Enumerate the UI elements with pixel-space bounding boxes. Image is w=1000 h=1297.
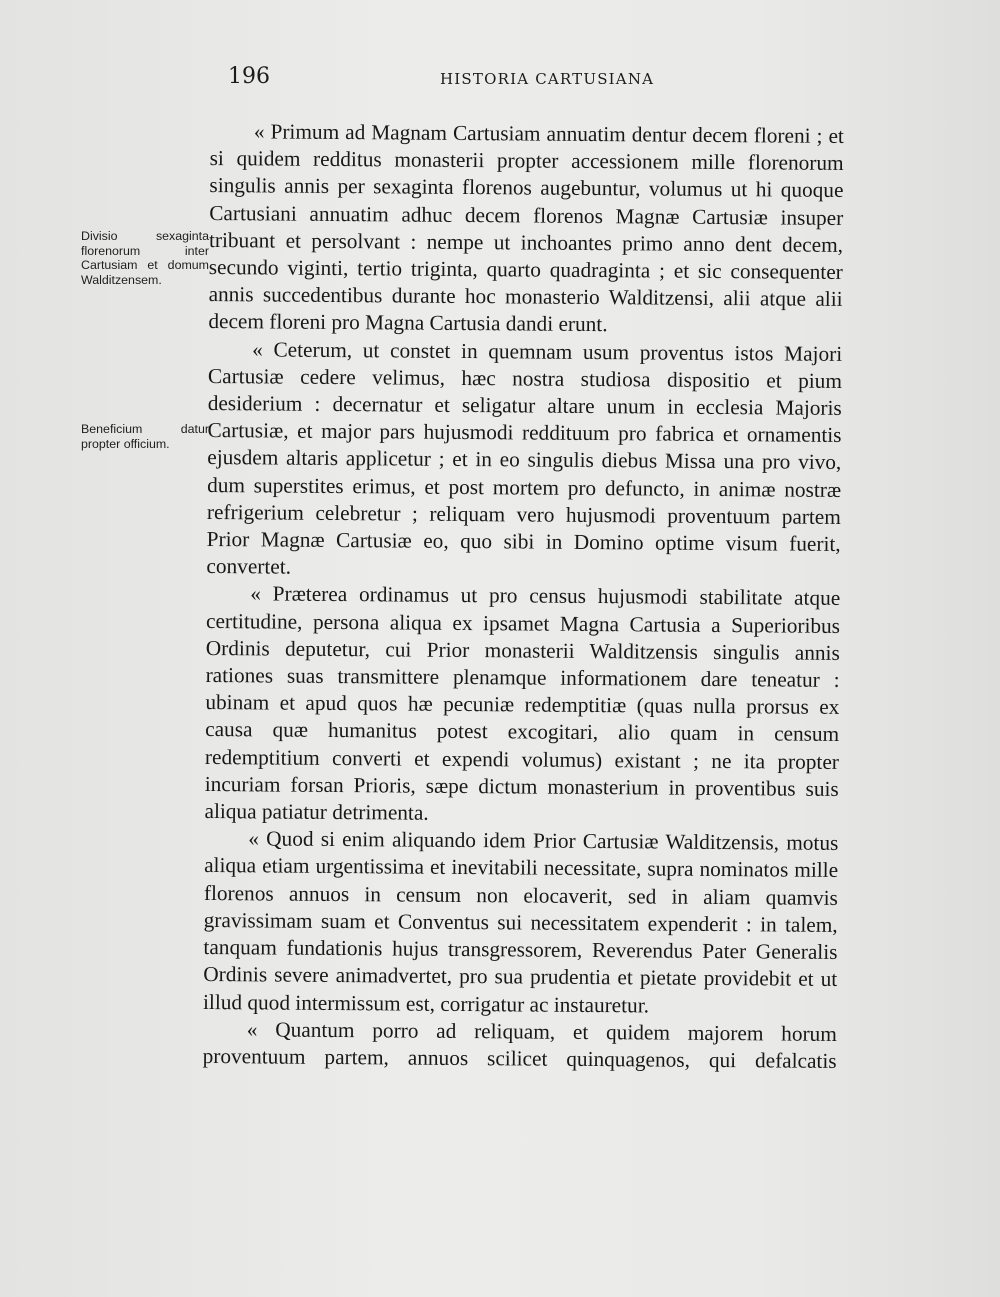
- page-number: 196: [228, 64, 270, 89]
- paragraph-primum: « Primum ad Magnam Cartusiam annuatim dentur decem floreni ; et si quidem redditus monasterii propter accessionem mille florenorum singulis annis per sexaginta florenos augebuntur, volumus ut hi quoque Cartusiani annuatim adhuc decem florenos Magnæ Cartusiæ insuper tribuant et persolvant : nempe ut inchoantes primo anno dent decem, secundo viginti, tertio triginta, quarto quadraginta ; et sic consequenter annis succedentibus durante hoc monasterio Walditzensi, alii atque alii decem floreni pro Magna Cartusia dandi erunt.: [208, 119, 844, 337]
- margin-note-divisio: Divisio sexaginta florenorum inter Cartusiam et domum Walditzensem.: [81, 229, 209, 287]
- body-text: [203, 118, 844, 1075]
- paragraph-quod-si: « Quod si enim aliquando idem Prior Cartusiæ Walditzensis, motus aliqua etiam urgentissima et inevitabili necessitate, supra nominatos mille florenos annuos in censum non elocaverit, sed in aliam quamvis gravissimam suam et Conventus sui necessitatem expenderit : in talem, tanquam fundationis hujus transgressorem, Reverendus Pater Generalis Ordinis severe animadvertet, pro sua prudentia et pietate providebit et ut illud quod intermissum est, corrigatur ac instauretur.: [202, 826, 839, 1017]
- page-header: [226, 64, 842, 94]
- paragraph-ceterum: « Ceterum, ut constet in quemnam usum proventus istos Majori Cartusiæ cedere velimus, hæc nostra studiosa dispositio et pium desiderium : decernatur et seligatur altare unum in ecclesia Majoris Cartusiæ, et major pars hujusmodi reddituum pro fabrica et ornamentis ejusdem altaris applicetur ; et in eo singulis diebus Missa una pro vivo, dum superstites erimus, et post mortem pro defuncto, in animæ nostræ refrigerium celebretur ; reliquam vero hujusmodi proventuum partem Prior Magnæ Cartusiæ eo, quo sibi in Domino optime visum fuerit, convertet.: [206, 336, 843, 579]
- margin-note-beneficium: Beneficium datur propter officium.: [81, 422, 209, 451]
- paragraph-quantum: « Quantum porro ad reliquam, et quidem majorem horum proventuum partem, annuos scilicet quinquagenos, qui defalcatis: [202, 1017, 837, 1073]
- running-head: HISTORIA CARTUSIANA: [440, 70, 655, 88]
- paragraph-praeterea: « Præterea ordinamus ut pro census hujusmodi stabilitate atque certitudine, persona aliqua ex ipsamet Magna Cartusia a Superioribus Ordinis deputetur, cui Prior monasterii Walditzensis singulis annis rationes suas transmittere plenamque informationem dare teneatur : ubinam et apud quos hæ pecuniæ redemptitiæ (quas nulla prorsus ex causa quæ humanitus potest excogitari, alio quam in censum redemptitium converti et expendi volumus) existant ; ne ita propter incuriam forsan Prioris, sæpe dictum monasterium in proventibus suis aliqua patiatur detrimenta.: [204, 581, 841, 825]
